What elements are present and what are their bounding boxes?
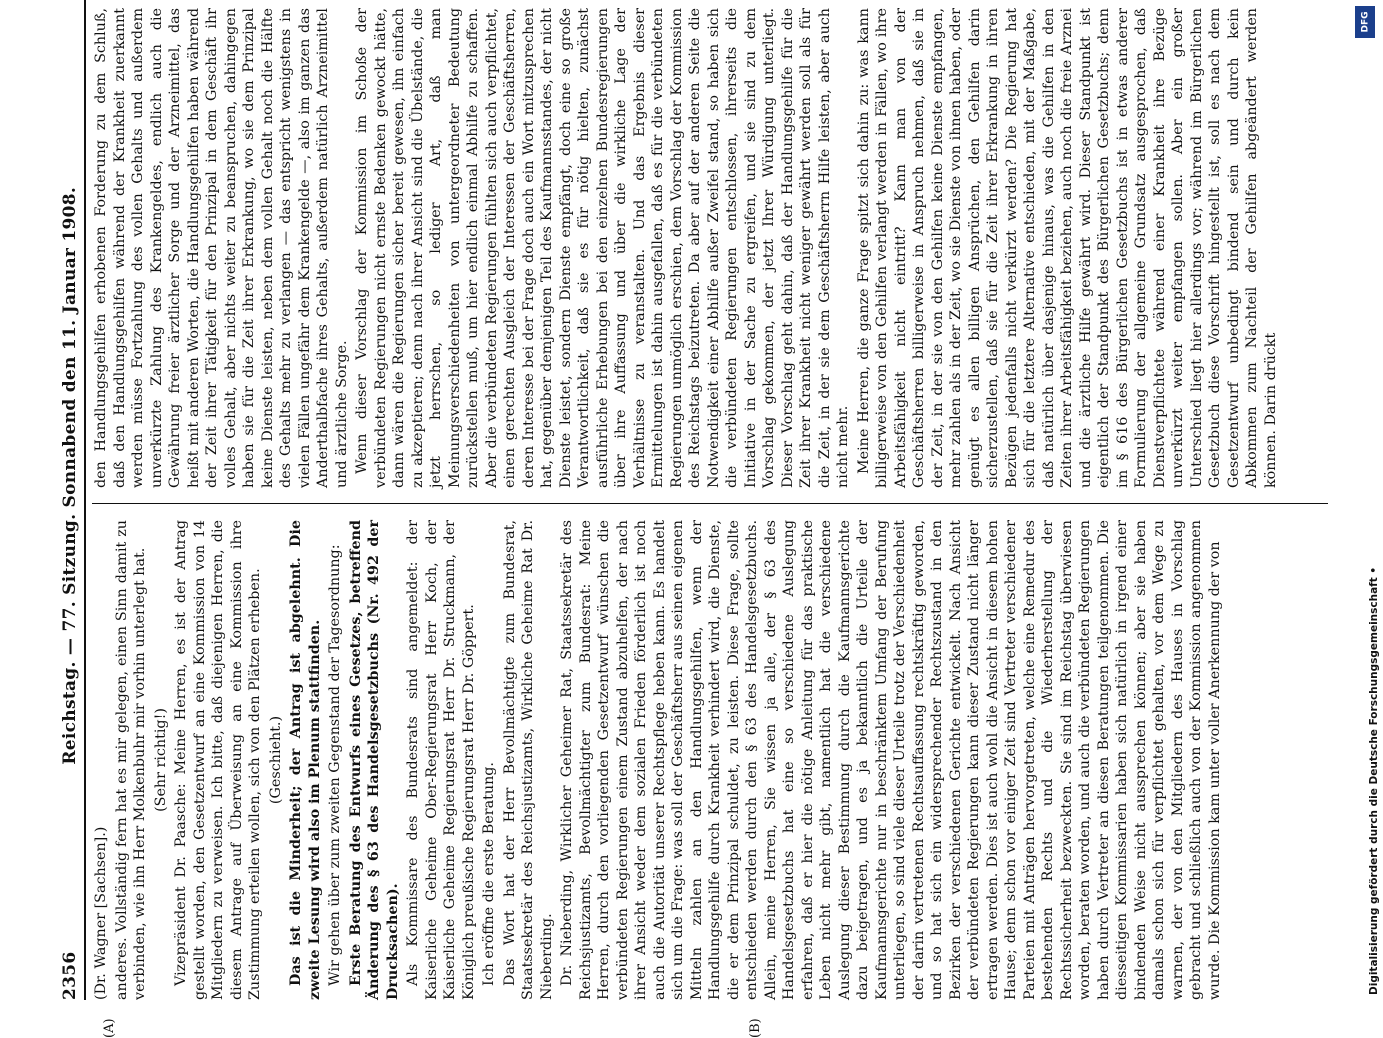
page-title: Reichstag. — 77. Sitzung. Sonnabend den 11. Januar 1908. [60, 186, 80, 765]
paragraph: Ich eröffne die erste Beratung. [481, 762, 497, 986]
right-text-column [92, 8, 1282, 488]
margin-mark-a: (A) [102, 1018, 117, 1038]
paragraph: anderes. Vollständig fern hat es mir gelegen, einen Sinn damit zu verbinden, wie ihn Herr Molkenbuhr mir vorhin unterlegt hat. [113, 520, 148, 1000]
margin-mark-b: (B) [748, 1018, 763, 1038]
paragraph: Als Kommissare des Bundesrats sind angemeldet: der Kaiserliche Geheime Ober-Regierungsrat Herr Koch, der Kaiserliche Geheime Regierungsrat Herr Dr. Struckmann, der Königlich preußische Regierungsrat Herr Dr. Göppert. [405, 520, 477, 1000]
digitization-credit [1350, 0, 1380, 1000]
credit-text: Digitalisierung gefördert durch die Deutsche Forschungsgemeinschaft • [1368, 566, 1380, 995]
dfg-logo: DFG [1355, 6, 1375, 38]
rotated-document-page [58, 0, 1328, 1038]
paragraph: Wenn dieser Vorschlag der Kommission im Schoße der verbündeten Regierungen nicht ernste Bedenken gewockt hätte, dann wären die Regierungen sicher bereit gewesen, ihn einfach zu akzeptieren; denn nach ihrer Ansicht sind die Übelstände, die jetzt herrschen, so lediger Art, daß man Meinungsverschiedenheiten von untergeordneter Bedeutung zurückstellen muß, um hier endlich einmal Abhilfe zu schaffen. Aber die verbündeten Regierungen fühlten sich auch verpflichtet, einen gerechten Ausgleich der Interessen der Geschäftsherren, deren Interesse bei der Frage doch auch ein Wort mitzusprechen hat, gegenüber demjenigen Teil des Kaufmannsstandes, der nicht Dienste leistet, sondern Dienste empfängt, doch eine so große Verantwortlichkeit, daß sie es für nötig hielten, zunächst ausführliche Erhebungen bei den einzelnen Bundesregierungen über ihre Auffassung und über die wirkliche Lage der Verhältnisse zu veranstalten. Und das Ergebnis dieser Ermittelungen ist dahin ausgefallen, daß es für die verbündeten Regierungen unmöglich erschien, dem Vorschlag der Kommission des Reichstags beizutreten. Da aber auf der anderen Seite die Notwendigkeit einer Abhilfe außer Zweifel stand, so haben sich die verbündeten Regierungen entschlossen, ihrerseits die Initiative in der Sache zu ergreifen, und sie sind zu dem Vorschlag gekommen, der jetzt Ihrer Würdigung unterliegt. Dieser Vorschlag geht dahin, daß der Handlungsgehilfe für die Zeit ihrer Krankheit nicht weniger gewährt werden soll als für die Zeit, in der sie dem Geschäftsherrn Hilfe leisten, aber auch nicht mehr. [354, 8, 851, 488]
interjection: (Sehr richtig!) [152, 708, 169, 812]
paragraph: Das Wort hat der Herr Bevollmächtigte zum Bundesrat, Staatssekretär des Reichsjustizamts, Wirkliche Geheime Rat Dr. Nieberding. [501, 520, 555, 1000]
speaker-running-head: (Dr. Wagner [Sachsen].) [93, 826, 109, 1000]
paragraph: Meine Herren, die ganze Frage spitzt sich dahin zu: was kann billigerweise von den Gehilfen verlangt werden in Fällen, wo ihre Arbeitsfähigkeit nicht eintritt? Kann man von der Geschäftsherren billigerweise in Anspruch nehmen, daß sie in der Zeit, in der sie von den Gehilfen keine Dienste empfangen, mehr zahlen als in der Zeit, wo sie Dienste von ihnen haben, oder genügt es allen billigen Ansprüchen, den Gehilfen darin sicherzustellen, daß sie für die Zeit ihrer Erkrankung in ihren Bezügen jedenfalls nicht verkürzt werden? Die Regierung hat sich für die letztere Alternative entschieden, mit der Maßgabe, daß natürlich über dasjenige hinaus, was die Gehilfen in den Zeiten ihrer Arbeitsfähigkeit beziehen, auch noch die freie Arznei und die ärztliche Hilfe gewährt wird. Dieser Standpunkt ist eigentlich der Standpunkt des Bürgerlichen Gesetzbuchs; denn im § 616 des Bürgerlichen Gesetzbuchs ist in etwas anderer Formulierung der allgemeine Grundsatz ausgesprochen, daß Dienstverpflichtete während einer Krankheit ihre Bezüge unverkürzt weiter empfangen sollen. Aber ein großer Unterschied liegt hier allerdings vor; während im Bürgerlichen Gesetzbuch diese Vorschrift hingestellt ist, soll es nach dem Gesetzentwurf unbedingt bindend sein und durch kein Abkommen zum Nachteil der Gehilfen abgeändert werden können. Darin drückt [855, 8, 1279, 488]
paragraph: Das ist die Minderheit; der Antrag ist abgelehnt. Die zweite Lesung wird also im Plenum stattfinden. [288, 520, 323, 1000]
speech-paragraph: Dr. Nieberding, Wirklicher Geheimer Rat, Staatssekretär des Reichsjustizamts, Bevollmächtigter zum Bundesrat: Meine Herren, durch den vorliegenden Gesetzentwurf wünschen die verbündeten Regierungen einem Zustand abzuhelfen, der nach ihrer Ansicht weder dem sozialen Frieden förderlich ist noch auch die Autorität unserer Rechtspflege heben kann. Es handelt sich um die Frage: was soll der Geschäftsherr aus seinen eigenen Mitteln zahlen an den Handlungsgehilfen, wenn der Handlungsgehilfe durch Krankheit verhindert wird, die Dienste, die er dem Prinzipal schuldet, zu leisten. Diese Frage, sollte entschieden werden durch den § 63 des Handelsgesetzbuchs. Allein, meine Herren, Sie wissen ja alle, der § 63 des Handelsgesetzbuchs hat eine so verschiedene Auslegung erfahren, daß er hier die nötige Anleitung für das praktische Leben nicht mehr gibt, namentlich hat die verschiedene Auslegung dieser Bestimmung durch die Kaufmannsgerichte dazu beigetragen, und es ja bekanntlich die Urteile der Kaufmannsgerichte nur in beschränktem Umfang der Berufung unterliegen, so sind viele dieser Urteile trotz der Verschiedenheit der darin vertretenen Rechtsauffassung rechtskräftig geworden, und so hat sich ein widersprechender Rechtszustand in den Bezirken der verschiedenen Gerichte entwickelt. Nach Ansicht der verbündeten Regierungen kann dieser Zustand nicht länger ertragen werden. Dies ist auch wohl die Ansicht in diesem hohen Hause; denn schon vor einiger Zeit sind Vertreter verschiedener Parteien mit Anträgen hervorgetreten, welche eine Remedur des bestehenden Rechts und die Wiederherstellung der Rechtssicherheit bezweckten. Sie sind im Reichstag überwiesen worden, beraten worden, und auch die verbündeten Regierungen haben durch Vertreter an diesen Beratungen teilgenommen. Die diesseitigen Kommissarien haben sich natürlich in irgend einer bindenden Weise nicht aussprechen können; aber sie haben damals schon sich für verpflichtet gehalten, vor dem Wege zu warnen, der von den Mitgliedern des Hauses in Vorschlag gebracht und schließlich auch von der Kommission angenommen wurde. Die Kommission kam unter voller Anerkennung der von [559, 520, 1223, 1000]
column-divider [92, 503, 1328, 504]
left-text-column [92, 520, 1226, 1000]
paragraph: Wir gehen über zum zweiten Gegenstand der Tagesordnung: [327, 544, 343, 986]
agenda-item-heading: Erste Beratung des Entwurfs eines Gesetzes, betreffend Änderung des § 63 des Handelsgesetzbuchs (Nr. 492 der Drucksachen). [347, 520, 401, 1000]
paragraph: Vizepräsident Dr. Paasche: Meine Herren, es ist der Antrag gestellt worden, den Gesetzentwurf an eine Kommission von 14 Mitgliedern zu verweisen. Ich bitte, daß diejenigen Herren, die diesem Antrage auf Überweisung an eine Kommission ihre Zustimmung erteilen wollen, sich von den Plätzen erheben. [173, 520, 263, 1000]
paragraph: den Handlungsgehilfen erhobenen Forderung zu dem Schluß, daß den Handlungsgehilfen während der Krankheit zuerkannt werden müsse Fortzahlung des vollen Gehalts und außerdem unverkürzte Zahlung des Krankengeldes, endlich auch die Gewährung freier ärztlicher Sorge und der Arzneimittel, das heißt mit anderen Worten, die Handlungsgehilfen haben während der Zeit ihrer Tätigkeit für den Prinzipal in dem Geschäft ihr volles Gehalt, aber nichts weiter zu beanspruchen, dahingegen haben sie für die Zeit ihrer Erkrankung, wo sie dem Prinzipal keine Dienste leisten, neben dem vollen Gehalt noch die Hälfte des Gehalts mehr zu verlangen — das entspricht wenigstens in vielen Fällen ungefähr dem Krankengelde —, also im ganzen das Anderthalbfache ihres Gehalts, außerdem natürlich Arzneimittel und ärztliche Sorge. [93, 8, 350, 488]
page-number: 2356 [60, 951, 80, 1000]
page-header [58, 0, 82, 1000]
interjection: (Geschieht.) [267, 715, 284, 805]
header-rule [84, 0, 86, 1000]
